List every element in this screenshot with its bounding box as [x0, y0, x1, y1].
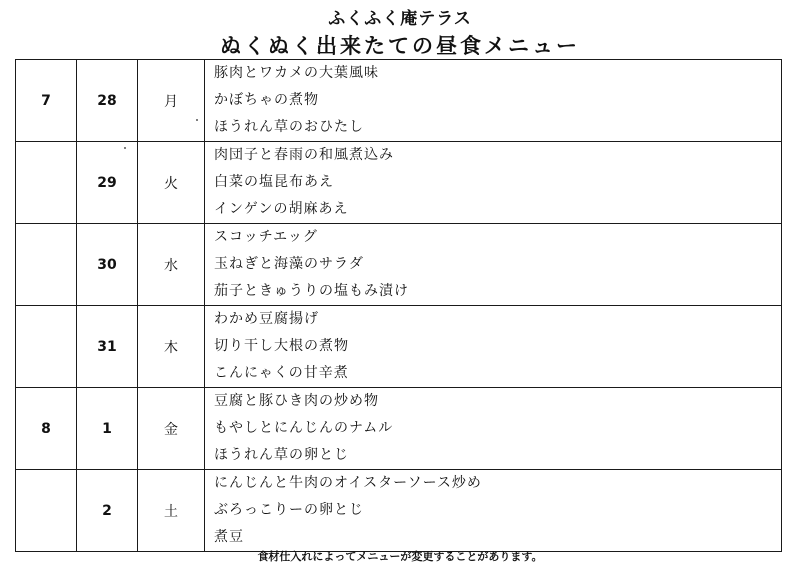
- weekday-cell: 水: [138, 224, 205, 306]
- month-cell: [16, 470, 77, 552]
- page-subtitle: ぬくぬく出来たての昼食メニュー: [220, 34, 580, 58]
- dishes-cell: [205, 306, 782, 388]
- dishes-cell: [205, 388, 782, 470]
- dish-item: ほうれん草のおひたし: [214, 119, 364, 135]
- dish-item: かぼちゃの煮物: [214, 92, 319, 108]
- dish-item: ほうれん草の卵とじ: [214, 447, 349, 463]
- month-cell: [16, 142, 77, 224]
- dish-item: 切り干し大根の煮物: [214, 338, 349, 354]
- dish-item: もやしとにんじんのナムル: [214, 420, 394, 436]
- table-row: [16, 60, 782, 142]
- weekday-cell: 火: [138, 142, 205, 224]
- day-cell: 2: [77, 470, 138, 552]
- dish-item: 煮豆: [214, 529, 244, 545]
- day-cell: 28: [77, 60, 138, 142]
- dish-item: 豆腐と豚ひき肉の炒め物: [214, 393, 379, 409]
- dish-item: ぶろっこりーの卵とじ: [214, 502, 364, 518]
- dish-item: 玉ねぎと海藻のサラダ: [214, 256, 364, 272]
- month-cell: [16, 306, 77, 388]
- weekday-cell: 土: [138, 470, 205, 552]
- table-row: [16, 142, 782, 224]
- scan-speck: [124, 147, 126, 149]
- day-cell: 1: [77, 388, 138, 470]
- dish-item: にんじんと牛肉のオイスターソース炒め: [214, 475, 482, 491]
- dish-item: 白菜の塩昆布あえ: [214, 174, 334, 190]
- day-cell: 31: [77, 306, 138, 388]
- weekday-cell: 金: [138, 388, 205, 470]
- month-cell: 8: [16, 388, 77, 470]
- dishes-cell: [205, 224, 782, 306]
- page-title: ふくふく庵テラス: [328, 9, 472, 29]
- weekday-cell: 木: [138, 306, 205, 388]
- month-cell: [16, 224, 77, 306]
- table-row: [16, 470, 782, 552]
- dish-item: こんにゃくの甘辛煮: [214, 365, 349, 381]
- weekday-cell: 月: [138, 60, 205, 142]
- dish-item: 茄子ときゅうりの塩もみ漬け: [214, 283, 409, 299]
- day-cell: 30: [77, 224, 138, 306]
- menu-table: [15, 59, 782, 552]
- table-row: [16, 224, 782, 306]
- footnote: 食材仕入れによってメニューが変更することがあります。: [257, 550, 543, 563]
- dishes-cell: [205, 142, 782, 224]
- day-cell: 29: [77, 142, 138, 224]
- dish-item: インゲンの胡麻あえ: [214, 201, 349, 217]
- month-cell: 7: [16, 60, 77, 142]
- table-row: [16, 306, 782, 388]
- table-row: [16, 388, 782, 470]
- dishes-cell: [205, 60, 782, 142]
- dish-item: 肉団子と春雨の和風煮込み: [214, 147, 394, 163]
- scan-speck: [196, 119, 198, 121]
- dishes-cell: [205, 470, 782, 552]
- dish-item: スコッチエッグ: [214, 229, 318, 245]
- dish-item: 豚肉とワカメの大葉風味: [214, 65, 379, 81]
- dish-item: わかめ豆腐揚げ: [214, 311, 319, 327]
